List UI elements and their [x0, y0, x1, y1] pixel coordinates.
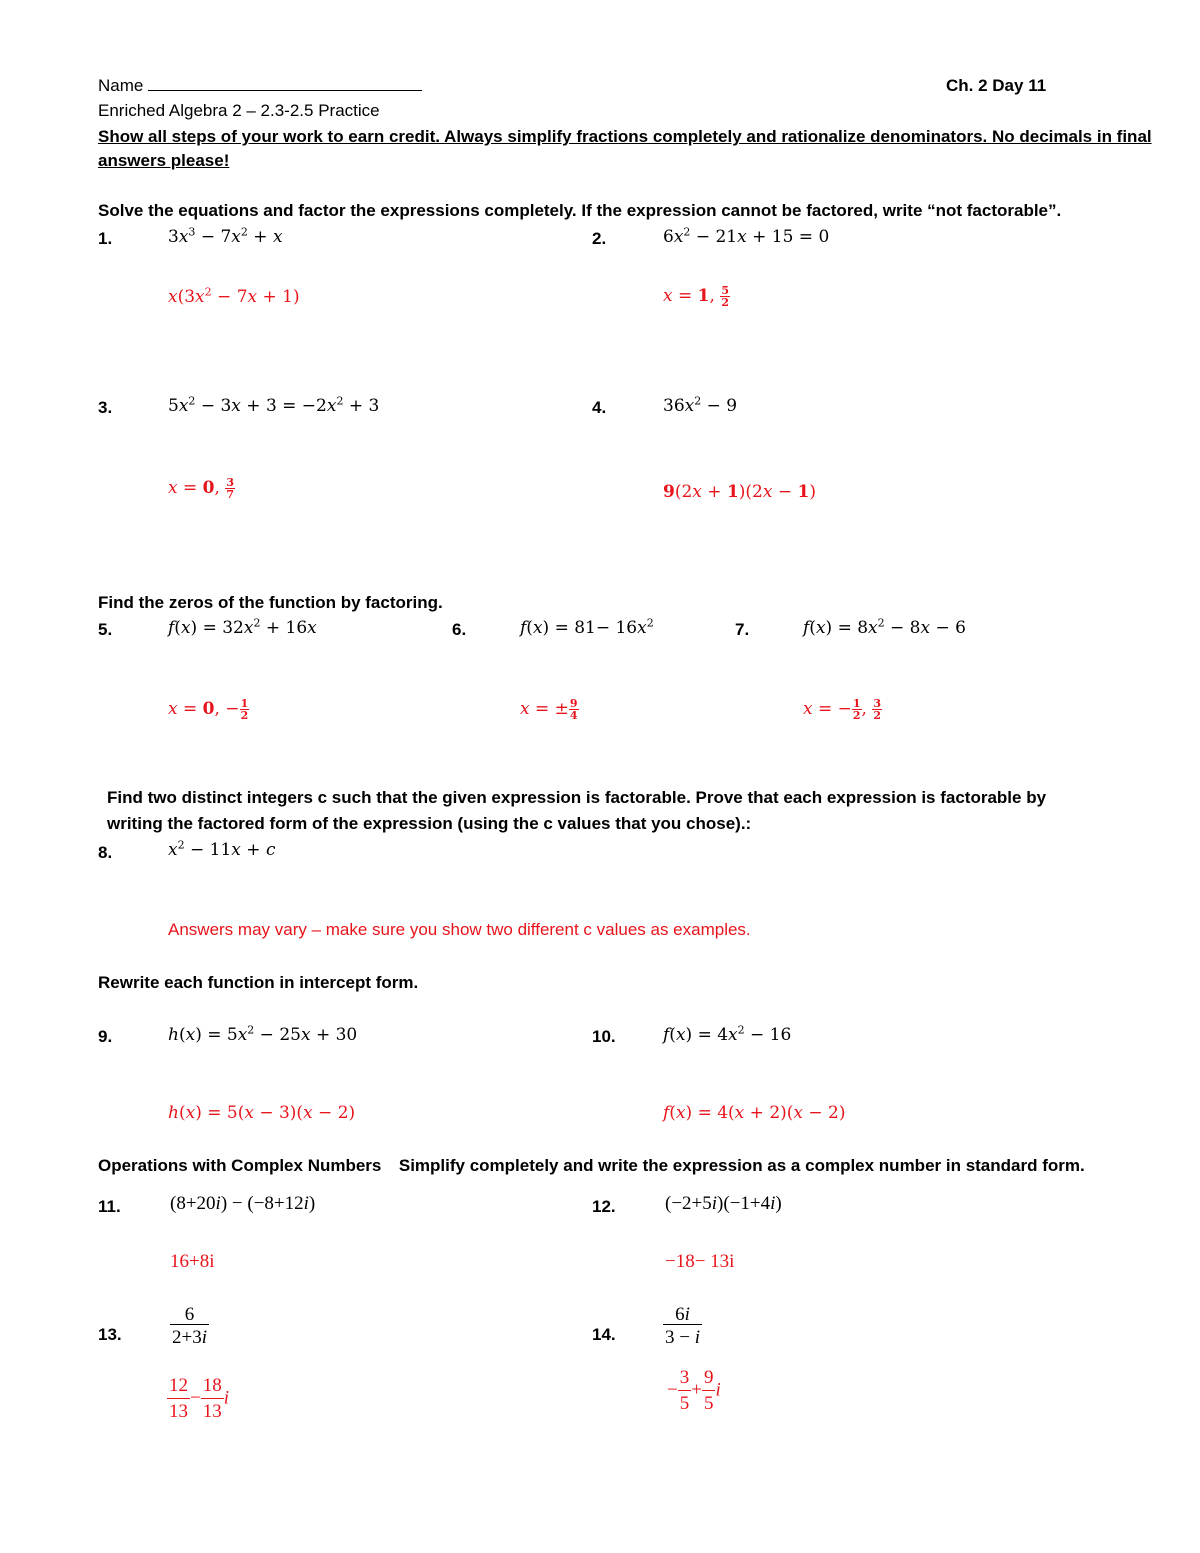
- problem-number: 6.: [452, 620, 467, 639]
- section-heading-complex: [98, 1156, 1085, 1176]
- problem-number: 12.: [592, 1197, 616, 1216]
- name-blank-line[interactable]: [148, 76, 422, 91]
- problem-10-expression: $f(x) = 4x^2 - 16$: [663, 1023, 792, 1045]
- section-heading-complex-title: Operations with Complex Numbers: [98, 1156, 382, 1175]
- problem-number: 9.: [98, 1027, 113, 1046]
- name-label: Name: [98, 76, 144, 95]
- answer-1: $x(3x^2 - 7x + 1)$: [168, 285, 300, 307]
- answer-2: x = 1, $\frac{5}{2}$: [663, 284, 729, 309]
- problem-1-expression: $3x^3 - 7x^2 + x$: [168, 225, 283, 247]
- problem-13-expression: $\frac{6}{2+3i}$: [172, 1304, 207, 1348]
- problem-3-expression: $5x^2 - 3x + 3 = -2x^2 + 3$: [168, 394, 380, 416]
- problem-7-expression: $f(x) = 8x^2 - 8x - 6$: [803, 616, 966, 638]
- section-heading-solve-factor: Solve the equations and factor the expressions completely. If the expression cannot be factored, write “not factorable”.: [98, 201, 1062, 220]
- problem-number: 2.: [592, 229, 607, 248]
- section-heading-zeros: Find the zeros of the function by factoring.: [98, 593, 443, 612]
- answer-10: f(x) = 4(x + 2)(x − 2): [663, 1103, 846, 1123]
- section-heading-complex-instructions: Simplify completely and write the expression as a complex number in standard form.: [398, 1156, 1085, 1175]
- problem-number: 7.: [735, 620, 750, 639]
- answer-5: x = 0, − $\frac{1}{2}$: [168, 697, 249, 722]
- problem-number: 14.: [592, 1325, 616, 1344]
- section-heading-integers-line-2: writing the factored form of the expression (using the c values that you chose).:: [107, 814, 752, 833]
- problem-8-expression: $x^2 - 11x + c$: [168, 838, 276, 860]
- section-heading-intercept-form: Rewrite each function in intercept form.: [98, 973, 419, 992]
- problem-14-expression: $\frac{6i}{3 - i}$: [665, 1304, 700, 1348]
- problem-4-expression: $36x^2 - 9$: [663, 394, 738, 416]
- problem-5-expression: $f(x) = 32x^2 + 16x$: [168, 616, 317, 638]
- problem-number: 5.: [98, 620, 113, 639]
- problem-number: 10.: [592, 1027, 616, 1046]
- answer-7: x = − $\frac{1}{2}$ , $\frac{3}{2}$: [803, 697, 882, 722]
- answer-4: 9(2x + 1)(2x − 1): [663, 482, 817, 502]
- answer-3: x = 0, $\frac{3}{7}$: [168, 476, 234, 501]
- day-label: Ch. 2 Day 11: [946, 76, 1047, 95]
- instructions-line-1: Show all steps of your work to earn credit. Always simplify fractions completely and rationalize denominators. No decimals in final: [98, 127, 1152, 146]
- problem-12-expression: (−2+5i)(−1+4i): [665, 1193, 782, 1214]
- problem-number: 4.: [592, 398, 607, 417]
- course-title: Enriched Algebra 2 – 2.3-2.5 Practice: [98, 101, 380, 120]
- instructions-line-2: answers please!: [98, 151, 230, 170]
- problem-2-expression: $6x^2 - 21x + 15 = 0$: [663, 225, 830, 247]
- answer-6: x = ± $\frac{9}{4}$: [520, 697, 578, 722]
- answer-13: $\frac{12}{13}$ − $\frac{18}{13}$ i: [169, 1375, 229, 1422]
- problem-6-expression: $f(x) = 81- 16x^2$: [520, 616, 654, 638]
- problem-11-expression: (8+20i) − (−8+12i): [170, 1193, 316, 1214]
- answer-11: 16+8i: [170, 1251, 215, 1272]
- answer-9: h(x) = 5(x − 3)(x − 2): [168, 1103, 356, 1123]
- problem-number: 8.: [98, 843, 113, 862]
- name-field[interactable]: [98, 76, 422, 96]
- problem-number: 11.: [98, 1197, 121, 1216]
- problem-9-expression: $h(x) = 5x^2 - 25x + 30$: [168, 1023, 358, 1045]
- answer-14: − $\frac{3}{5}$ + $\frac{9}{5}$ i: [667, 1367, 721, 1414]
- answer-12: −18− 13i: [665, 1251, 735, 1272]
- problem-number: 1.: [98, 229, 113, 248]
- problem-number: 13.: [98, 1325, 122, 1344]
- section-heading-integers-line-1: Find two distinct integers c such that the given expression is factorable. Prove that each expression is factorable by: [107, 788, 1047, 807]
- problem-number: 3.: [98, 398, 113, 417]
- answer-8: Answers may vary – make sure you show two different c values as examples.: [168, 920, 751, 939]
